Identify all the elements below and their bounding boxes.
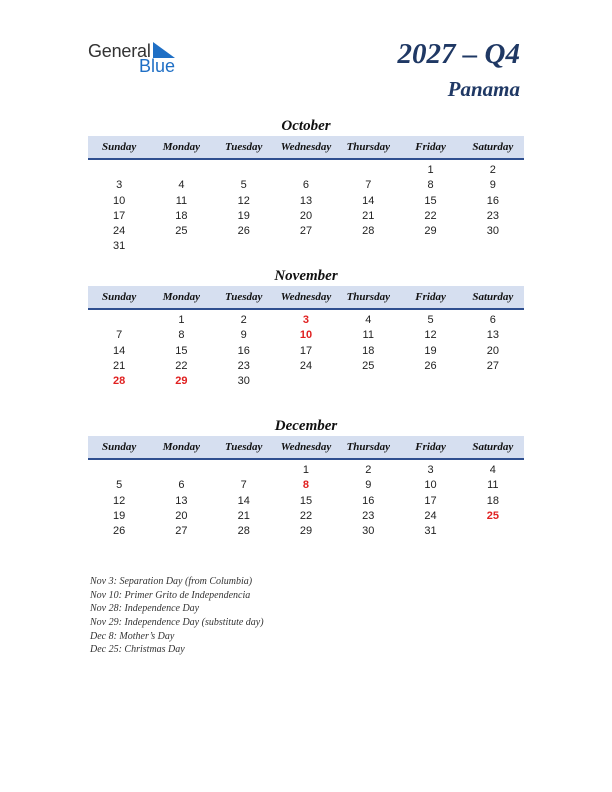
day-cell: 30 — [362, 525, 375, 538]
weekday-monday: Monday — [162, 441, 201, 453]
day-cell: 3 — [427, 464, 434, 476]
day-cell: 8 — [302, 479, 310, 492]
weekday-monday: Monday — [162, 291, 201, 303]
logo-general-text: General — [88, 41, 151, 61]
weekday-thursday: Thursday — [346, 291, 390, 303]
page-title: 2027 – Q4 — [397, 38, 520, 70]
day-cell: 22 — [175, 359, 188, 372]
day-cell: 7 — [365, 179, 372, 192]
day-cell: 11 — [487, 479, 499, 492]
day-cell: 14 — [362, 194, 375, 207]
holiday-item: Nov 3: Separation Day (from Columbia) — [90, 576, 253, 587]
day-cell: 31 — [424, 525, 437, 538]
day-cell: 17 — [299, 344, 313, 357]
holiday-list — [90, 575, 264, 657]
day-cell: 18 — [175, 209, 188, 222]
week-row — [88, 359, 524, 374]
day-cell: 9 — [240, 329, 247, 342]
day-cell: 10 — [113, 194, 126, 207]
day-cell — [88, 163, 150, 178]
day-cell: 30 — [486, 225, 499, 238]
day-cell: 13 — [175, 494, 188, 507]
day-cell — [150, 463, 212, 478]
day-cell: 15 — [175, 344, 188, 357]
day-cell: 9 — [365, 479, 372, 492]
weekday-tuesday: Tuesday — [224, 291, 263, 303]
day-cell — [150, 163, 212, 178]
day-cell: 2 — [365, 464, 372, 476]
weekday-wednesday: Wednesday — [280, 141, 332, 153]
day-cell: 30 — [237, 375, 250, 388]
weekday-wednesday: Wednesday — [280, 291, 332, 303]
week-row — [88, 209, 524, 224]
day-cell — [213, 463, 275, 478]
week-row — [88, 509, 524, 524]
weekday-header — [88, 136, 524, 160]
weekday-tuesday: Tuesday — [224, 441, 263, 453]
week-row — [88, 313, 524, 328]
week-row — [88, 524, 524, 539]
day-cell — [337, 374, 399, 389]
week-row — [88, 374, 524, 389]
day-cell: 11 — [362, 329, 374, 342]
day-cell: 9 — [489, 179, 496, 192]
day-cell: 3 — [116, 179, 123, 192]
day-cell: 28 — [113, 375, 126, 388]
day-cell: 16 — [237, 344, 250, 357]
week-row — [88, 494, 524, 509]
day-cell — [275, 374, 337, 389]
day-cell: 23 — [362, 509, 375, 522]
holiday-item: Dec 25: Christmas Day — [90, 644, 185, 656]
weekday-friday: Friday — [415, 441, 446, 453]
day-cell: 23 — [486, 209, 499, 222]
day-cell: 7 — [240, 479, 247, 492]
weekday-header — [88, 286, 524, 310]
day-cell: 24 — [299, 359, 313, 372]
day-cell: 26 — [237, 225, 250, 238]
day-cell: 24 — [113, 225, 126, 238]
day-cell: 22 — [424, 209, 437, 222]
week-row — [88, 224, 524, 239]
day-cell: 21 — [237, 509, 250, 522]
day-cell: 1 — [178, 314, 185, 326]
day-cell: 5 — [116, 479, 123, 492]
day-cell: 16 — [362, 494, 375, 507]
day-cell — [399, 374, 461, 389]
day-cell: 13 — [486, 329, 499, 342]
day-cell: 21 — [113, 359, 126, 372]
day-cell: 18 — [486, 494, 499, 507]
day-cell: 2 — [489, 164, 496, 176]
day-cell: 1 — [427, 164, 434, 176]
day-cell: 20 — [486, 344, 499, 357]
day-cell: 16 — [486, 194, 499, 207]
day-cell: 27 — [299, 225, 313, 238]
holiday-item: Nov 10: Primer Grito de Independencia — [90, 589, 251, 601]
weekday-saturday: Saturday — [472, 441, 514, 453]
day-cell: 25 — [486, 509, 499, 522]
day-cell: 20 — [299, 209, 313, 222]
week-row — [88, 344, 524, 359]
day-cell: 4 — [489, 464, 496, 476]
day-cell: 6 — [489, 314, 496, 326]
day-cell: 29 — [424, 225, 437, 238]
day-cell: 12 — [237, 194, 250, 207]
logo — [88, 38, 188, 78]
day-cell: 20 — [175, 509, 188, 522]
weekday-monday: Monday — [162, 141, 201, 153]
logo-blue-text: Blue — [139, 56, 176, 76]
month-name: November — [274, 268, 338, 284]
weekday-saturday: Saturday — [472, 291, 514, 303]
country-name: Panama — [447, 77, 520, 101]
month-name: December — [274, 418, 338, 434]
day-cell: 10 — [299, 329, 313, 342]
day-cell — [462, 524, 524, 539]
day-cell: 15 — [299, 494, 313, 507]
week-row — [88, 178, 524, 193]
day-cell: 26 — [113, 525, 126, 538]
day-cell — [150, 239, 212, 254]
weekday-sunday: Sunday — [102, 441, 137, 453]
day-cell: 14 — [237, 494, 250, 507]
day-cell: 25 — [175, 225, 188, 238]
day-cell: 29 — [299, 525, 313, 538]
weekday-friday: Friday — [415, 141, 446, 153]
day-cell: 17 — [424, 494, 437, 507]
weekday-tuesday: Tuesday — [224, 141, 263, 153]
day-cell: 23 — [237, 359, 250, 372]
weekday-thursday: Thursday — [346, 141, 390, 153]
day-cell — [337, 163, 399, 178]
day-cell: 27 — [486, 359, 499, 372]
day-cell: 10 — [424, 479, 437, 492]
day-cell: 18 — [362, 344, 375, 357]
day-cell: 8 — [178, 329, 185, 342]
day-cell — [88, 463, 150, 478]
day-cell: 19 — [237, 209, 250, 222]
weekday-thursday: Thursday — [346, 441, 390, 453]
day-cell: 21 — [362, 209, 375, 222]
day-cell: 12 — [424, 329, 437, 342]
day-cell: 4 — [365, 314, 372, 326]
day-cell: 19 — [113, 509, 126, 522]
day-cell: 25 — [362, 359, 375, 372]
weekday-sunday: Sunday — [102, 141, 137, 153]
day-cell — [462, 239, 524, 254]
week-row — [88, 463, 524, 478]
week-row — [88, 328, 524, 343]
day-cell: 5 — [240, 179, 247, 192]
day-cell: 22 — [299, 509, 313, 522]
day-cell: 19 — [424, 344, 437, 357]
holiday-item: Dec 8: Mother’s Day — [90, 630, 175, 642]
week-row — [88, 163, 524, 178]
week-row — [88, 194, 524, 209]
day-cell — [462, 374, 524, 389]
week-row — [88, 478, 524, 493]
day-cell: 14 — [113, 344, 126, 357]
weekday-header — [88, 436, 524, 460]
day-cell: 26 — [424, 359, 437, 372]
day-cell: 3 — [302, 314, 310, 326]
day-cell: 8 — [427, 179, 434, 192]
day-cell — [275, 239, 337, 254]
day-cell — [88, 313, 150, 328]
day-cell: 1 — [302, 464, 310, 476]
day-cell — [213, 239, 275, 254]
day-cell: 17 — [113, 209, 126, 222]
day-cell: 27 — [175, 525, 188, 538]
day-cell: 7 — [116, 329, 123, 342]
day-cell: 24 — [424, 509, 437, 522]
day-cell: 2 — [240, 314, 247, 326]
day-cell: 6 — [302, 179, 310, 192]
day-cell — [275, 163, 337, 178]
day-cell: 28 — [362, 225, 375, 238]
month-december — [88, 416, 524, 539]
month-november — [88, 266, 524, 389]
holiday-item: Nov 29: Independence Day (substitute day) — [90, 617, 264, 629]
day-cell: 6 — [178, 479, 185, 492]
holiday-item: Nov 28: Independence Day — [90, 603, 200, 615]
day-cell: 15 — [424, 194, 437, 207]
day-cell: 13 — [299, 194, 313, 207]
day-cell: 4 — [178, 179, 185, 192]
day-cell — [213, 163, 275, 178]
weekday-sunday: Sunday — [102, 291, 137, 303]
day-cell — [337, 239, 399, 254]
weekday-wednesday: Wednesday — [280, 441, 332, 453]
week-row — [88, 239, 524, 254]
day-cell: 28 — [237, 525, 250, 538]
day-cell: 29 — [175, 375, 188, 388]
day-cell: 12 — [113, 494, 126, 507]
day-cell: 5 — [427, 314, 434, 326]
month-october — [88, 116, 524, 255]
month-name: October — [281, 118, 331, 134]
day-cell: 11 — [175, 194, 188, 207]
day-cell — [399, 239, 461, 254]
day-cell: 31 — [113, 240, 126, 253]
weekday-saturday: Saturday — [472, 141, 514, 153]
weekday-friday: Friday — [415, 291, 446, 303]
